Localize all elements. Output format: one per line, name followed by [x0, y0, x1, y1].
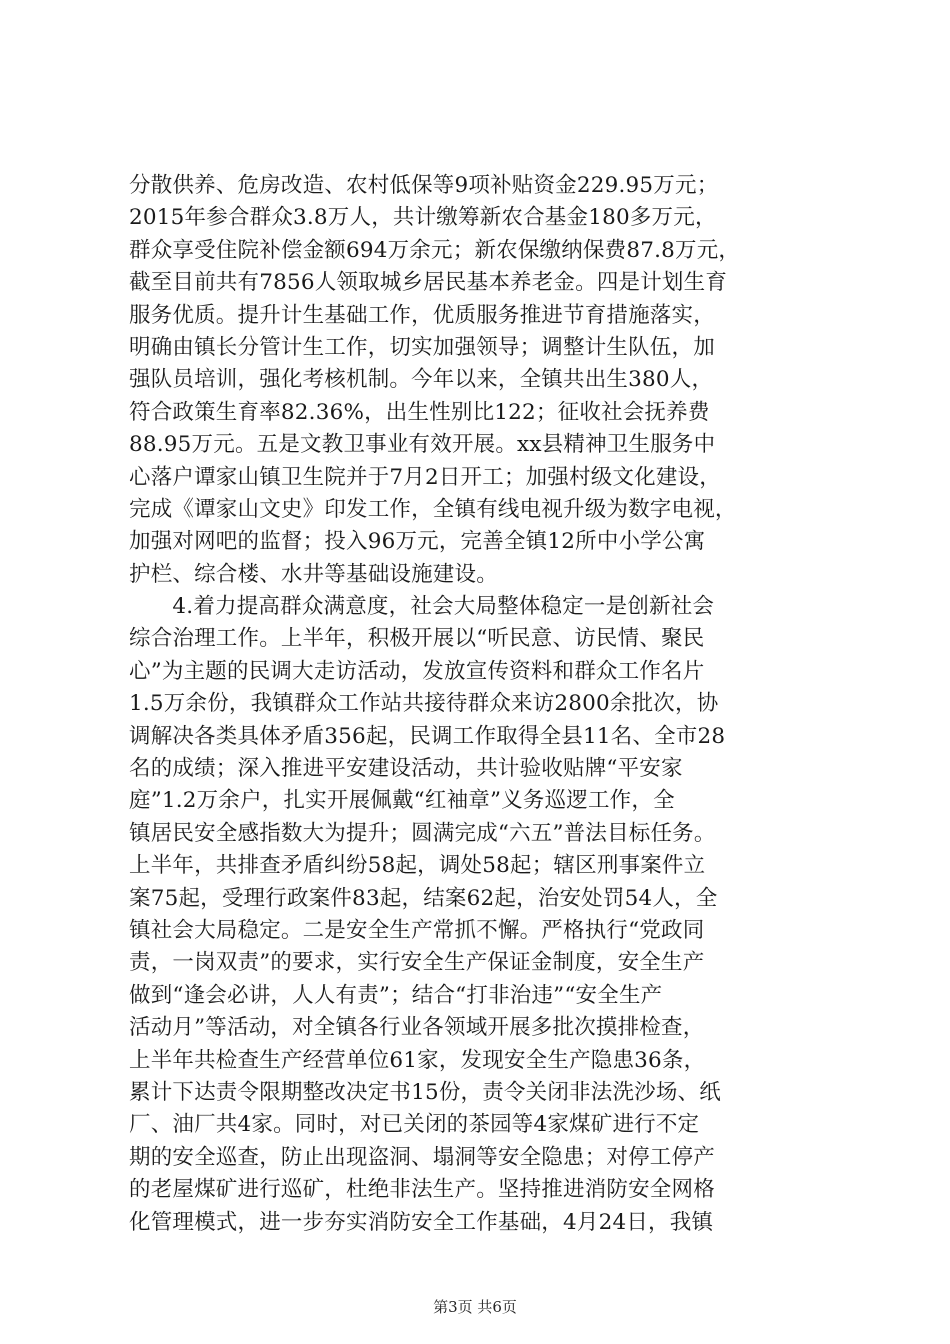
text-line: 责，一岗双责”的要求，实行安全生产保证金制度，安全生产 — [129, 950, 705, 976]
body-text — [129, 170, 829, 1239]
text-line: 88.95万元。五是文教卫事业有效开展。xx县精神卫生服务中 — [129, 432, 716, 458]
text-line: 完成《谭家山文史》印发工作，全镇有线电视升级为数字电视， — [129, 496, 737, 522]
text-line: 活动月”等活动，对全镇各行业各领域开展多批次摸排检查， — [129, 1015, 705, 1041]
text-line: 符合政策生育率82.36%，出生性别比122；征收社会抚养费 — [129, 399, 710, 425]
text-line: 强队员培训，强化考核机制。今年以来，全镇共出生380人， — [129, 367, 714, 393]
text-line: 心落户谭家山镇卫生院并于7月2日开工；加强村级文化建设， — [129, 464, 721, 490]
text-line: 累计下达责令限期整改决定书15份，责令关闭非法洗沙场、纸 — [129, 1079, 721, 1105]
text-line: 做到“逢会必讲，人人有责”；结合“打非治违”“安全生产 — [129, 982, 663, 1008]
text-line: 截至目前共有7856人领取城乡居民基本养老金。四是计划生育 — [129, 270, 728, 296]
text-line: 上半年，共排查矛盾纠纷58起，调处58起；辖区刑事案件立 — [129, 853, 706, 879]
text-line: 的老屋煤矿进行巡矿，杜绝非法生产。坚持推进消防安全网格 — [129, 1177, 715, 1203]
text-line: 镇社会大局稳定。二是安全生产常抓不懈。严格执行“党政同 — [129, 917, 705, 943]
text-line: 4.着力提高群众满意度，社会大局整体稳定一是创新社会 — [129, 594, 715, 620]
text-line: 厂、油厂共4家。同时，对已关闭的茶园等4家煤矿进行不定 — [129, 1112, 700, 1138]
text-line: 庭”1.2万余户，扎实开展佩戴“红袖章”义务巡逻工作，全 — [129, 788, 675, 814]
text-line: 护栏、综合楼、水井等基础设施建设。 — [129, 561, 498, 587]
text-line: 案75起，受理行政案件83起，结案62起，治安处罚54人，全 — [129, 885, 718, 911]
text-line: 加强对网吧的监督；投入96万元，完善全镇12所中小学公寓 — [129, 529, 706, 555]
text-line: 2015年参合群众3.8万人，共计缴筹新农合基金180多万元， — [129, 205, 717, 231]
text-line: 镇居民安全感指数大为提升；圆满完成“六五”普法目标任务。 — [129, 820, 716, 846]
text-line: 明确由镇长分管计生工作，切实加强领导；调整计生队伍，加 — [129, 334, 715, 360]
text-line: 化管理模式，进一步夯实消防安全工作基础，4月24日，我镇 — [129, 1209, 714, 1235]
text-line: 综合治理工作。上半年，积极开展以“听民意、访民情、聚民 — [129, 626, 705, 652]
text-line: 服务优质。提升计生基础工作，优质服务推进节育措施落实， — [129, 302, 715, 328]
text-line: 名的成绩；深入推进平安建设活动，共计验收贴牌“平安家 — [129, 756, 683, 782]
text-line: 群众享受住院补偿金额694万余元；新农保缴纳保费87.8万元， — [129, 237, 741, 263]
page-footer: 第3页 共6页 — [433, 1298, 517, 1316]
text-line: 期的安全巡查，防止出现盗洞、塌洞等安全隐患；对停工停产 — [129, 1144, 715, 1170]
text-line: 上半年共检查生产经营单位61家，发现安全生产隐患36条， — [129, 1047, 706, 1073]
text-line: 1.5万余份，我镇群众工作站共接待群众来访2800余批次，协 — [129, 691, 719, 717]
text-line: 心”为主题的民调大走访活动，发放宣传资料和群众工作名片 — [129, 658, 705, 684]
text-line: 分散供养、危房改造、农村低保等9项补贴资金229.95万元； — [129, 173, 719, 198]
text-line: 调解决各类具体矛盾356起，民调工作取得全县11名、全市28 — [129, 723, 726, 749]
